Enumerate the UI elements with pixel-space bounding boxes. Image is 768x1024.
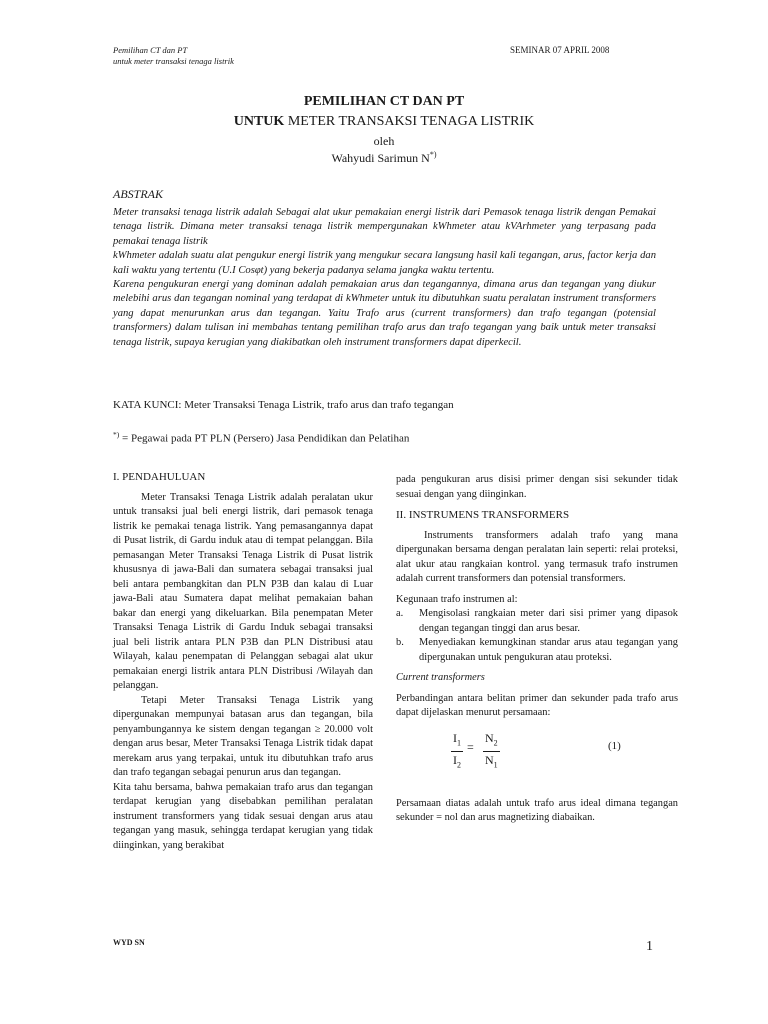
list-marker: b.	[396, 637, 404, 648]
paper-subtitle	[0, 114, 768, 130]
running-header-left	[113, 45, 234, 67]
equation-number: (1)	[608, 739, 621, 752]
symbol: I	[453, 753, 457, 768]
body-paragraph: Tetapi Meter Transaksi Tenaga Listrik yang dipergunakan mempunyai batasan arus dan tegangan, bila penyambungannya ke sistem dengan tegangan ≥ 20.000 volt dengan arus besar, Meter Transaksi Tenaga Listrik tidak dapat merekam arus yang terpakai, untuk itu dibutuhkan trafo arus dan trafo tegangan sebagai penurun arus dan tegangan.	[113, 694, 373, 778]
fraction-bar	[451, 751, 463, 752]
body-paragraph: Meter Transaksi Tenaga Listrik adalah peralatan ukur untuk transaksi jual beli energi listrik, dari pemasok tenaga listrik ke pemakai tenaga listrik. Yang pemasangannya dapat di Pusat listrik, di Gardu induk atau di tempat pelanggan. Bila pemasangan Meter Transaksi Tenaga Listrik di Pusat listrik khususnya di jawa-Bali dan sumatera sebagai transaksi jual beli antara pembangkitan dan PLN P3B dan kalau di Luar jawa-Bali atau Sumatera dapat melihat pemakaian bahan bakar dan energi yang dikeluarkan. Bila penempatan Meter Transaksi Tenaga Listrik di Gardu Induk sebagai transaksi jual beli listrik antara PLN P3B dan PLN Distribusi atau Wilayah, kalau penempatan di Pelanggan sebagai alat ukur pemakaian energi listrik antara PLN Distribusi /Wilayah dan pelanggan.	[113, 491, 373, 691]
body-paragraph: Instruments transformers adalah trafo yang mana dipergunakan bersama dengan peralatan lain seperti: relai proteksi, alat ukur atau rangkaian kontrol. yang termasuk trafo instrumen adalah current transformers dan potensial transformers.	[396, 529, 678, 584]
equation-rhs-numerator	[483, 731, 500, 751]
subtitle-rest: METER TRANSAKSI TENAGA LISTRIK	[284, 114, 535, 129]
subscript: 2	[457, 760, 461, 770]
abstract-paragraph: Karena pengukuran energi yang dominan adalah pemakaian arus dan tegangannya, dimana arus dan tegangan yang diukur melebihi arus dan tegangan nominal yang terdapat di kWhmeter untuk itu dibutuhkan suatu peralatan instrument transformers yang dapat menurunkan arus dan tegangan. Yaitu Trafo arus (current transformers) dan trafo tegangan (potensial transformers) dalam tulisan ini membahas tentang pemilihan trafo arus dan trafo tegangan yang baik untuk meter transaksi tenaga listrik, supaya kerugian yang diakibatkan oleh instrument transformers dapat diperkecil.	[113, 279, 656, 348]
running-header-subtitle: untuk meter transaksi tenaga listrik	[113, 56, 234, 66]
symbol: I	[453, 730, 457, 745]
paper-title: PEMILIHAN CT DAN PT	[303, 94, 465, 109]
footnote-mark: *)	[113, 430, 120, 439]
fraction-bar	[483, 751, 500, 752]
right-column	[396, 473, 678, 826]
list-marker: a.	[396, 608, 404, 619]
page-number: 1	[646, 939, 653, 954]
subscript: 2	[493, 737, 498, 747]
left-column	[113, 470, 373, 853]
list-item	[396, 607, 678, 636]
list-item-text: Mengisolasi rangkaian meter dari sisi primer yang dipasok dengan tegangan tinggi dan arus besar.	[419, 608, 678, 634]
symbol: N	[485, 753, 494, 768]
list-item-text: Menyediakan kemungkinan standar arus atau tegangan yang dipergunakan untuk pengukuran atau proteksi.	[419, 637, 678, 663]
section-heading-pendahuluan: I. PENDAHULUAN	[113, 471, 206, 483]
running-header-right: SEMINAR 07 APRIL 2008	[510, 45, 610, 55]
footnote-text: = Pegawai pada PT PLN (Persero) Jasa Pendidikan dan Pelatihan	[119, 432, 410, 445]
symbol: N	[485, 730, 494, 745]
equals-sign: =	[467, 739, 474, 754]
footer-initials: WYD SN	[113, 938, 145, 947]
section-heading-instrument-transformers: II. INSTRUMENS TRANSFORMERS	[396, 509, 570, 521]
abstract-paragraph: kWhmeter adalah suatu alat pengukur energi listrik yang mengukur secara langsung hasil kali tegangan, arus, factor kerja dan kali waktu yang tertentu (U.I Cosφt) yang bekerja padanya selama jangka waktu tertentu.	[113, 250, 656, 276]
body-paragraph: pada pengukuran arus disisi primer dengan sisi sekunder tidak sesuai dengan yang diinginkan.	[396, 474, 678, 500]
abstract-body	[113, 206, 656, 350]
list-intro: Kegunaan trafo instrumen al:	[396, 593, 518, 605]
author-footnote-mark: *)	[429, 150, 437, 159]
abstract-heading: ABSTRAK	[113, 187, 163, 201]
body-paragraph: Perbandingan antara belitan primer dan sekunder pada trafo arus dapat dijelaskan menurut persamaan:	[396, 692, 678, 718]
list-item	[396, 636, 678, 665]
keywords: KATA KUNCI: Meter Transaksi Tenaga Listrik, trafo arus dan trafo tegangan	[113, 399, 454, 411]
body-paragraph: Persamaan diatas adalah untuk trafo arus ideal dimana tegangan sekunder = nol dan arus magnetizing diabaikan.	[396, 797, 678, 823]
equation-lhs-numerator	[451, 731, 463, 751]
equation-rhs-denominator	[483, 753, 500, 773]
by-line: oleh	[373, 134, 395, 148]
subscript: 1	[457, 737, 461, 747]
author-name	[0, 150, 768, 166]
footnote	[113, 430, 409, 445]
body-paragraph: Kita tahu bersama, bahwa pemakaian trafo arus dan tegangan terdapat kerugian yang disebabkan pemilihan peralatan instrument transformers yang tidak sesuai dengan arus atau tegangan yang masuk, sehingga terdapat kerugian yang tidak diinginkan, yang berakibat	[113, 781, 373, 851]
equation-lhs-denominator	[451, 753, 463, 773]
abstract-paragraph: Meter transaksi tenaga listrik adalah Sebagai alat ukur pemakaian energi listrik dari Pemasok tenaga listrik dengan Pemakai tenaga listrik. Dimana meter transaksi tenaga listrik mempergunakan kWhmeter atau kVArhmeter yang terpasang pada pemakai tenaga listrik	[113, 207, 656, 247]
subscript: 1	[493, 760, 498, 770]
running-header-title: Pemilihan CT dan PT	[113, 45, 188, 55]
equation-lhs-fraction	[451, 731, 463, 774]
equation-1	[396, 729, 678, 785]
subsection-heading-current-transformers: Current transformers	[396, 672, 485, 683]
subtitle-bold-word: UNTUK	[233, 114, 285, 129]
author-text: Wahyudi Sarimun N	[331, 151, 430, 165]
equation-rhs-fraction	[483, 731, 500, 774]
usage-list	[396, 607, 678, 665]
